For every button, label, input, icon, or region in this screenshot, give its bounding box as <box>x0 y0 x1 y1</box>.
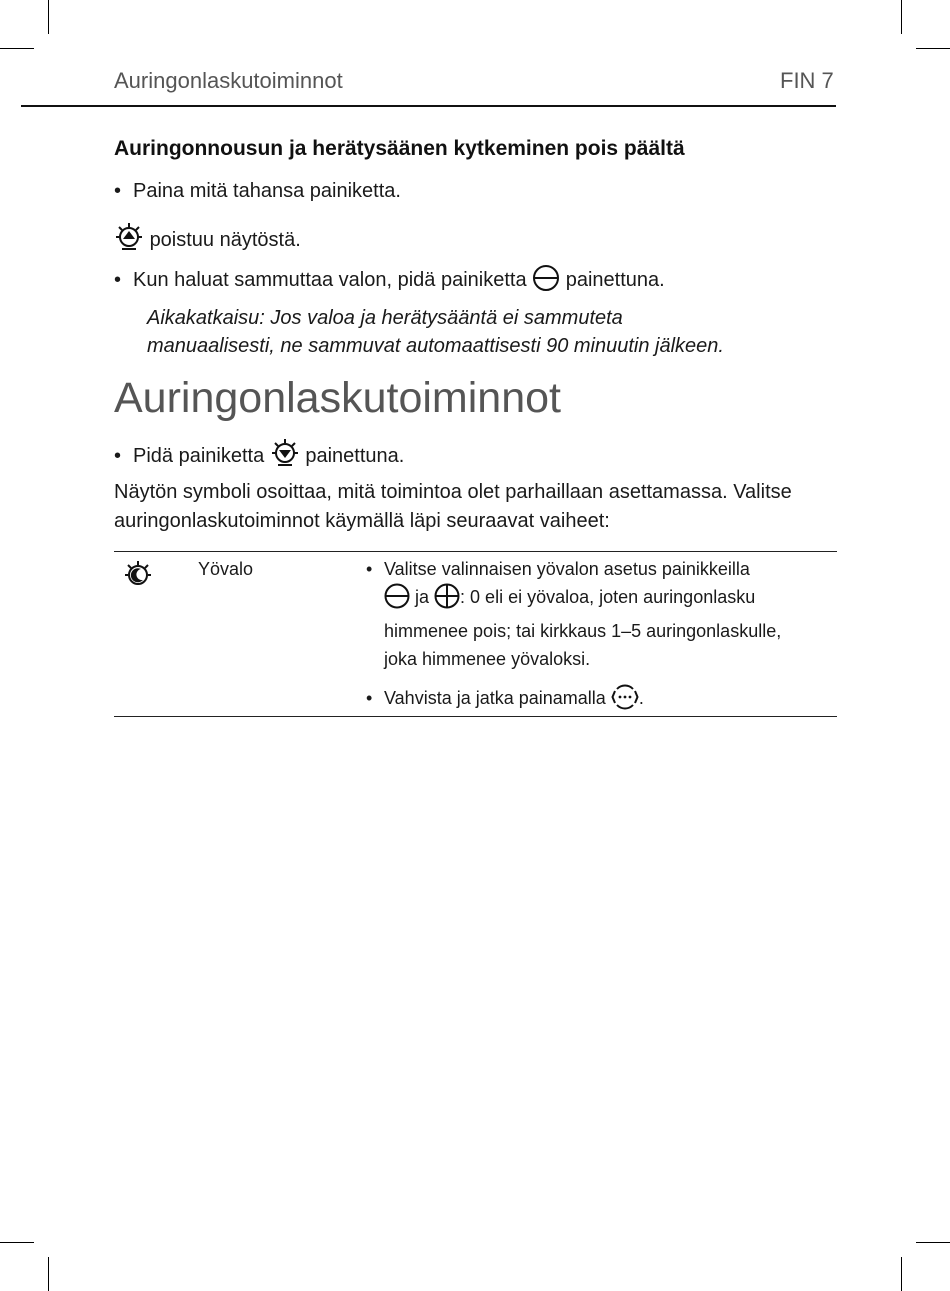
timeout-note <box>147 304 724 360</box>
note-line: Aikakatkaisu: Jos valoa ja herätysääntä ei sammuteta <box>147 307 623 329</box>
intro-paragraph <box>114 478 844 536</box>
paragraph-line: Näytön symboli osoittaa, mitä toimintoa olet parhaillaan asettamassa. Valitse <box>114 481 792 503</box>
crop-mark <box>916 48 950 49</box>
crop-mark <box>48 1257 49 1291</box>
icon-line <box>114 222 301 258</box>
crop-mark <box>0 48 34 49</box>
icon-line-text: poistuu näytöstä. <box>149 229 301 251</box>
crop-mark <box>901 0 902 34</box>
bullet-text: Kun haluat sammuttaa valon, pidä painiketta <box>133 269 527 291</box>
bullet-text-end: painettuna. <box>565 269 665 291</box>
night-light-icon <box>124 560 152 593</box>
list-item <box>366 684 836 718</box>
minus-button-icon <box>532 264 560 298</box>
bullet: • <box>114 180 122 202</box>
bullet-item-hold-sunset <box>114 438 404 474</box>
description-line: joka himmenee yövaloksi. <box>384 649 591 669</box>
page-number: FIN 7 <box>780 68 834 93</box>
bullet: • <box>366 559 373 579</box>
section-heading-off: Auringonnousun ja herätysäänen kytkeminen pois päältä <box>114 137 685 160</box>
sun-up-icon <box>114 222 144 258</box>
bullet-item-turn-off-light <box>114 264 665 298</box>
description-line: Valitse valinnaisen yövalon asetus painikkeilla <box>384 559 750 579</box>
sun-down-icon <box>270 438 300 474</box>
description-text: : 0 eli ei yövaloa, joten auringonlasku <box>460 587 756 607</box>
table-bottom-rule <box>114 716 837 717</box>
running-header-title: Auringonlaskutoiminnot <box>114 68 343 93</box>
bullet-text: Pidä painiketta <box>133 445 265 467</box>
description-line <box>384 583 836 617</box>
bullet: • <box>114 269 122 291</box>
note-line: manuaalisesti, ne sammuvat automaattisesti 90 minuutin jälkeen. <box>147 335 724 357</box>
paragraph-line: auringonlaskutoiminnot käymällä läpi seuraavat vaiheet: <box>114 510 610 532</box>
bullet-item-press-any <box>114 180 401 203</box>
table-row-description <box>366 555 836 718</box>
crop-mark <box>0 1242 34 1243</box>
description-text: ja <box>415 587 430 607</box>
description-text: Vahvista ja jatka painamalla <box>384 688 606 708</box>
list-item <box>366 555 836 673</box>
bullet: • <box>114 445 122 467</box>
section-title-sunset: Auringonlaskutoiminnot <box>114 374 561 422</box>
crop-mark <box>48 0 49 34</box>
crop-mark <box>901 1257 902 1291</box>
crop-mark <box>916 1242 950 1243</box>
bullet-text: Paina mitä tahansa painiketta. <box>133 180 401 202</box>
description-text-end: . <box>638 688 644 708</box>
header-rule <box>21 105 836 107</box>
table-top-rule <box>114 551 837 552</box>
description-line: himmenee pois; tai kirkkaus 1–5 auringonlaskulle, <box>384 621 782 641</box>
plus-button-icon <box>434 583 460 617</box>
bullet-text-end: painettuna. <box>305 445 405 467</box>
minus-button-icon <box>384 583 410 617</box>
bullet: • <box>366 688 373 708</box>
table-row-name: Yövalo <box>198 559 254 579</box>
confirm-button-icon <box>611 684 639 718</box>
